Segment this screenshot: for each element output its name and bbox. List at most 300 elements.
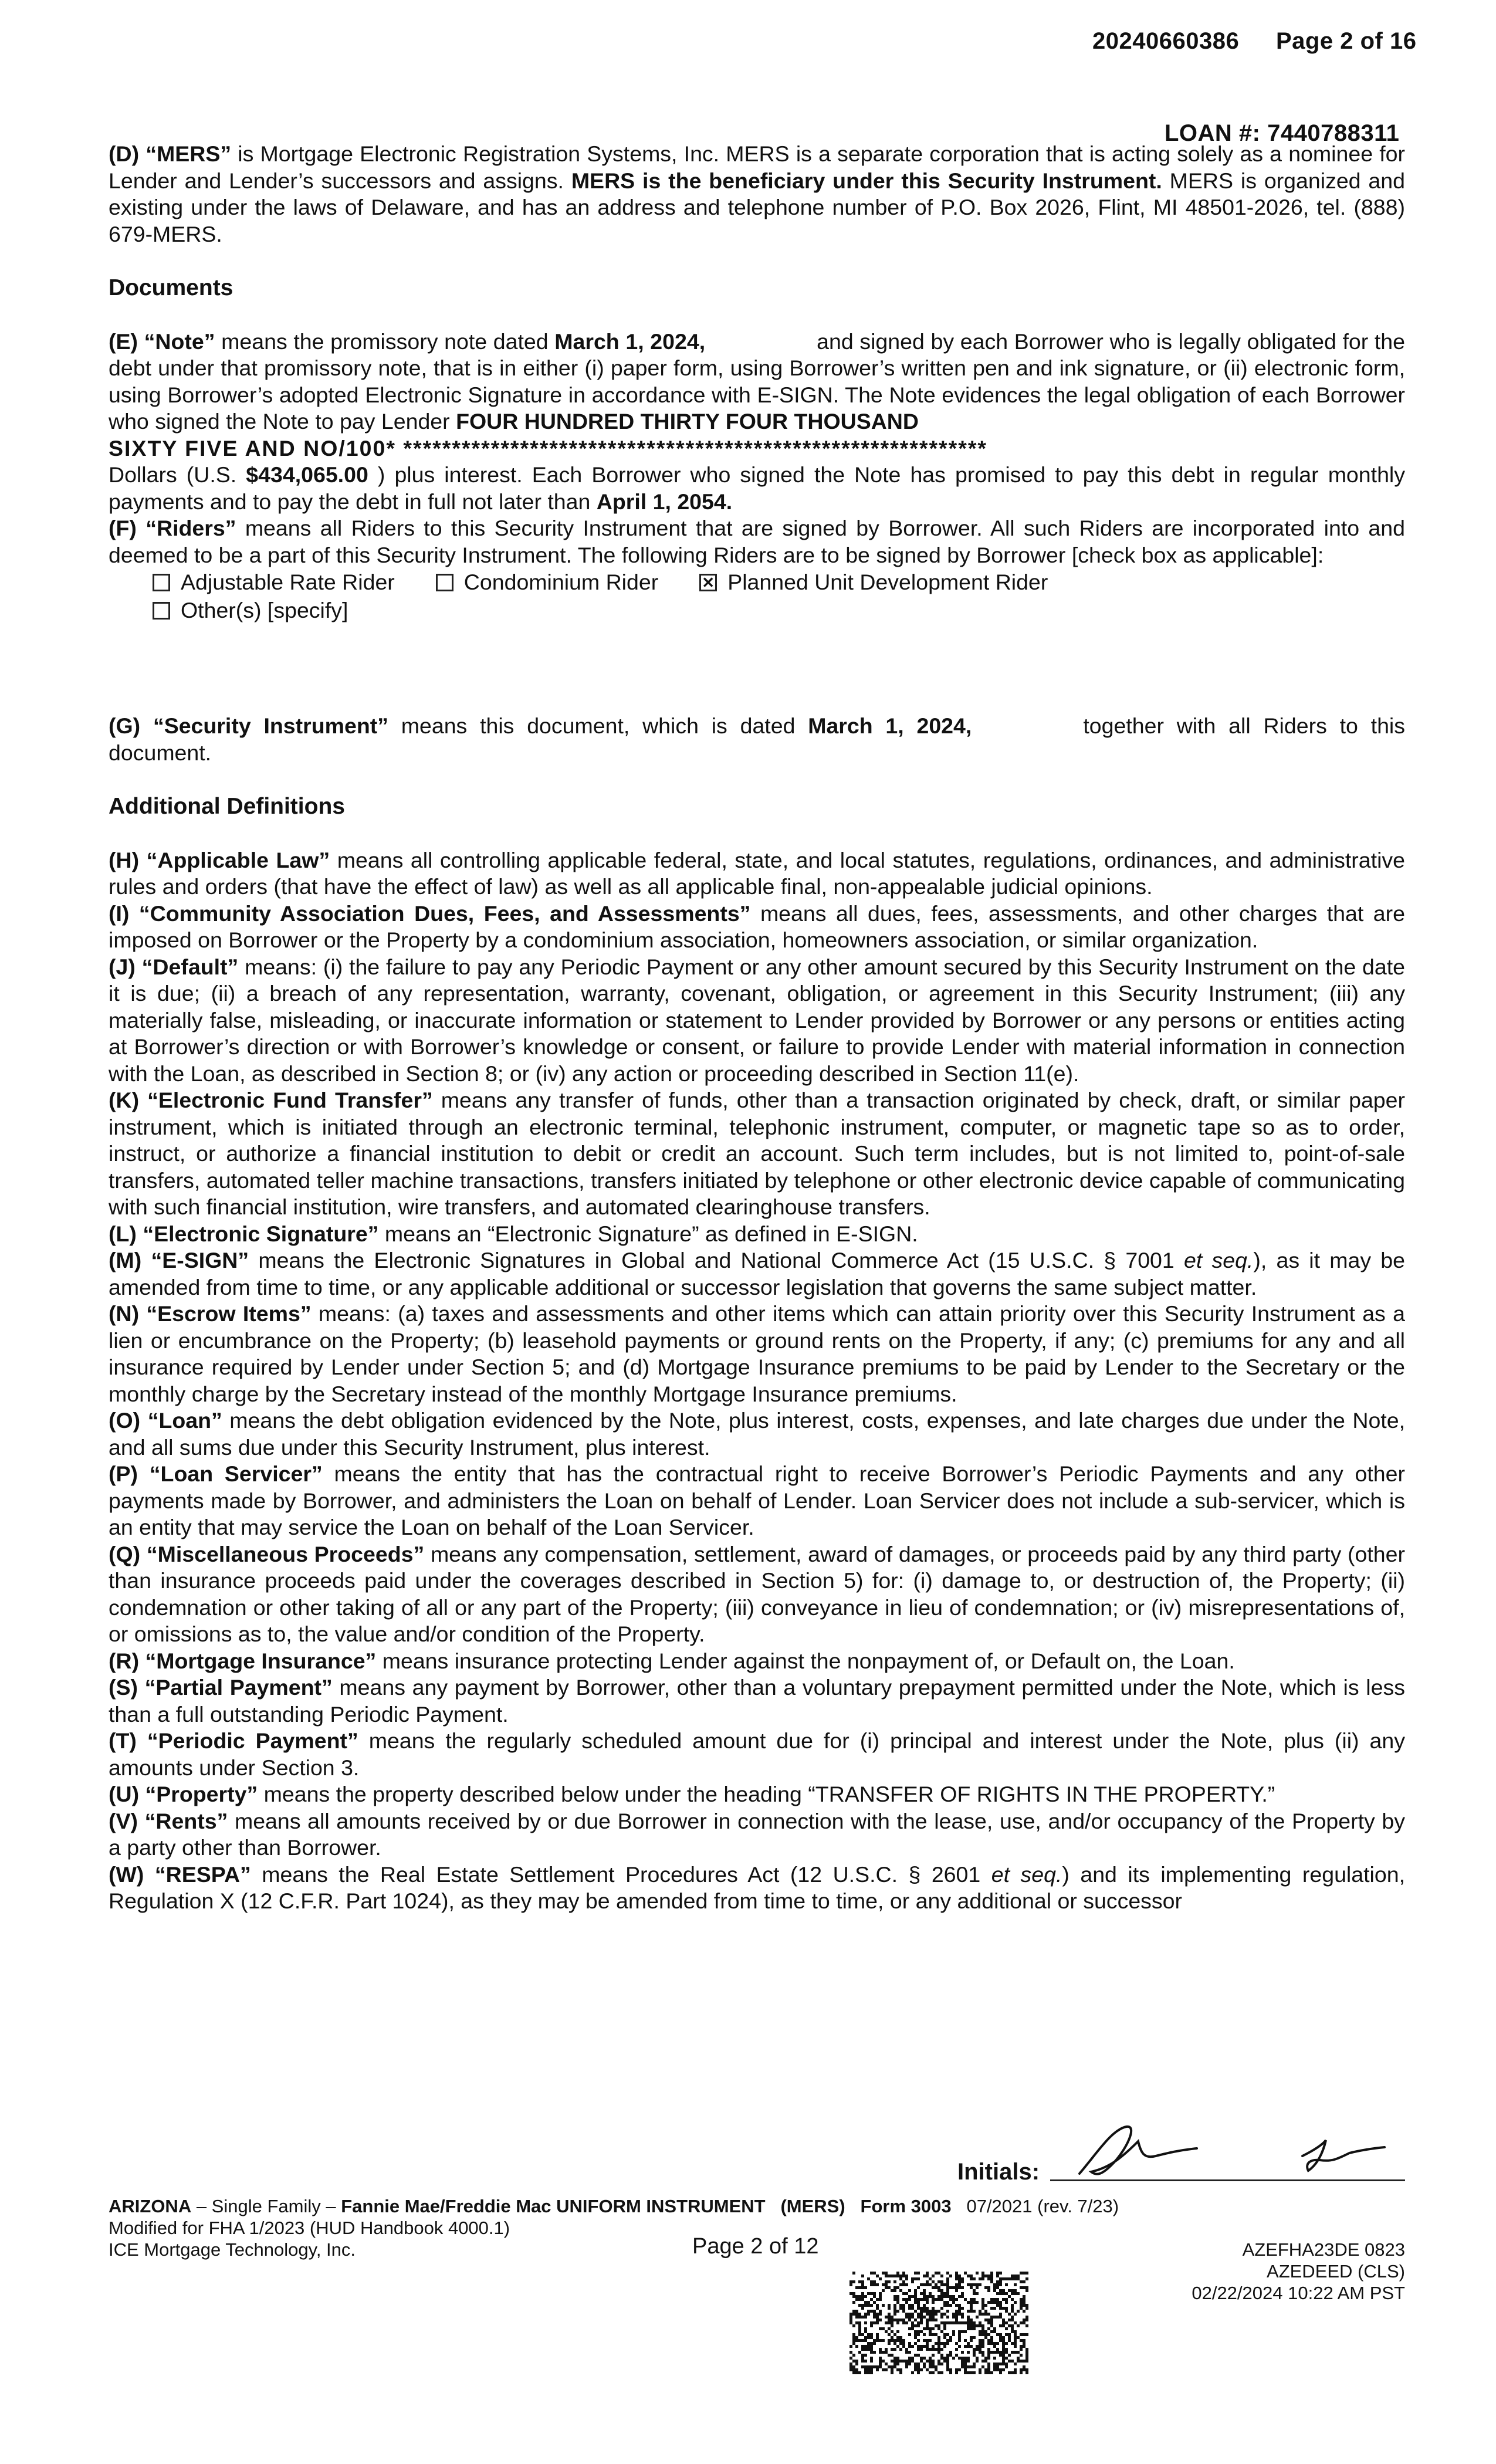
- barcode-module: [923, 2307, 926, 2310]
- barcode-module: [943, 2342, 946, 2345]
- barcode-module: [870, 2351, 873, 2354]
- barcode-module: [1002, 2298, 1005, 2301]
- barcode-module: [955, 2342, 958, 2345]
- barcode-module: [943, 2336, 946, 2339]
- barcode-module: [864, 2304, 867, 2307]
- barcode-module: [917, 2354, 920, 2357]
- barcode-module: [955, 2275, 958, 2277]
- rider-condominium[interactable]: [436, 569, 658, 596]
- barcode-module: [852, 2301, 855, 2304]
- barcode-module: [987, 2275, 990, 2277]
- barcode-module: [861, 2304, 864, 2307]
- barcode-module: [885, 2348, 888, 2351]
- barcode-module: [858, 2333, 861, 2336]
- barcode-module: [867, 2310, 870, 2313]
- barcode-module: [996, 2283, 999, 2286]
- barcode-module: [981, 2354, 984, 2357]
- barcode-module: [888, 2321, 891, 2324]
- barcode-module: [896, 2368, 899, 2371]
- barcode-module: [970, 2321, 973, 2324]
- barcode-module: [873, 2316, 876, 2319]
- barcode-module: [852, 2333, 855, 2336]
- barcode-module: [896, 2321, 899, 2324]
- barcode-module: [976, 2301, 979, 2304]
- barcode-module: [949, 2371, 952, 2374]
- barcode-module: [1023, 2360, 1025, 2363]
- barcode-module: [970, 2345, 973, 2348]
- barcode-module: [917, 2371, 920, 2374]
- barcode-module: [861, 2292, 864, 2295]
- checkbox[interactable]: [436, 574, 453, 591]
- barcode-module: [1005, 2283, 1008, 2286]
- barcode-module: [967, 2327, 970, 2330]
- barcode-module: [885, 2321, 888, 2324]
- barcode-module: [961, 2292, 964, 2295]
- barcode-module: [929, 2319, 932, 2321]
- rider-label: Other(s) [specify]: [181, 598, 348, 623]
- barcode-module: [852, 2339, 855, 2342]
- barcode-module: [1005, 2351, 1008, 2354]
- barcode-module: [993, 2330, 996, 2333]
- barcode-module: [914, 2292, 917, 2295]
- barcode-module: [1005, 2357, 1008, 2360]
- barcode-module: [946, 2289, 949, 2292]
- barcode-module: [914, 2301, 917, 2304]
- barcode-module: [917, 2345, 920, 2348]
- barcode-module: [961, 2313, 964, 2316]
- form-desc: – Single Family –: [191, 2196, 341, 2216]
- barcode-module: [935, 2324, 937, 2327]
- barcode-module: [946, 2277, 949, 2280]
- barcode-module: [996, 2351, 999, 2354]
- term: “MERS”: [145, 141, 232, 166]
- loan-label: LOAN #:: [1165, 120, 1261, 146]
- checkbox[interactable]: [153, 602, 170, 620]
- barcode-module: [1023, 2333, 1025, 2336]
- barcode-module: [891, 2321, 893, 2324]
- barcode-module: [979, 2345, 981, 2348]
- barcode-module: [979, 2310, 981, 2313]
- barcode-module: [1002, 2345, 1005, 2348]
- text: means any transfer of funds, other than a transaction originated by check, draft, or similar paper instrument, which is initiated through an electronic terminal, telephonic instrument, computer, or magnetic tape so as to order, instruct, or authorize a financial institution to debit or credit an account. Such term includes, but is not limited to, point-of-sale transfers, automated teller machine transactions, transfers initiated by telephone or other electronic device capable of communicating with such financial institution, wire transfers, and automated clearinghouse transfers.: [109, 1088, 1405, 1219]
- barcode-module: [1014, 2371, 1017, 2374]
- barcode-module: [990, 2275, 993, 2277]
- barcode-module: [970, 2283, 973, 2286]
- barcode-module: [908, 2327, 911, 2330]
- barcode-module: [946, 2368, 949, 2371]
- barcode-module: [996, 2304, 999, 2307]
- barcode-module: [858, 2339, 861, 2342]
- barcode-module: [870, 2304, 873, 2307]
- barcode-module: [984, 2360, 987, 2363]
- barcode-module: [1011, 2289, 1014, 2292]
- barcode-module: [932, 2360, 935, 2363]
- barcode-module: [902, 2292, 905, 2295]
- bold-text: MERS is the beneficiary under this Security Instrument.: [571, 168, 1162, 193]
- label: (W): [109, 1861, 144, 1887]
- barcode-module: [899, 2336, 902, 2339]
- barcode-module: [920, 2345, 923, 2348]
- barcode-module: [891, 2354, 893, 2357]
- barcode-module: [993, 2289, 996, 2292]
- barcode-module: [987, 2339, 990, 2342]
- label: (T): [109, 1728, 137, 1753]
- barcode-module: [946, 2280, 949, 2283]
- rider-planned-unit-development[interactable]: [699, 569, 1048, 596]
- barcode-module: [861, 2333, 864, 2336]
- barcode-module: [905, 2365, 908, 2368]
- barcode-module: [949, 2304, 952, 2307]
- barcode-module: [937, 2360, 940, 2363]
- barcode-module: [1008, 2289, 1011, 2292]
- barcode-module: [958, 2307, 961, 2310]
- barcode-module: [1017, 2310, 1020, 2313]
- barcode-module: [902, 2275, 905, 2277]
- barcode-module: [999, 2333, 1002, 2336]
- barcode-module: [1025, 2351, 1028, 2354]
- barcode-module: [996, 2298, 999, 2301]
- barcode-module: [937, 2295, 940, 2298]
- text: means the regularly scheduled amount due for (i) principal and interest under the Note, plus (ii) any amounts under Section 3.: [109, 1728, 1405, 1780]
- barcode-module: [964, 2298, 967, 2301]
- barcode-module: [914, 2289, 917, 2292]
- barcode-module: [981, 2345, 984, 2348]
- barcode-module: [1017, 2357, 1020, 2360]
- barcode-module: [990, 2351, 993, 2354]
- barcode-module: [940, 2292, 943, 2295]
- barcode-module: [926, 2301, 929, 2304]
- barcode-module: [1011, 2275, 1014, 2277]
- barcode-module: [870, 2280, 873, 2283]
- barcode-module: [984, 2313, 987, 2316]
- barcode-module: [996, 2301, 999, 2304]
- barcode-module: [1014, 2336, 1017, 2339]
- barcode-module: [987, 2351, 990, 2354]
- text: is Mortgage Electronic Registration Systems, Inc. MERS is a separate corporation that is acting solely as a nominee for Lender and Lender’s successors and assigns.: [109, 141, 1405, 193]
- barcode-module: [849, 2292, 852, 2295]
- barcode-module: [990, 2330, 993, 2333]
- barcode-module: [979, 2339, 981, 2342]
- barcode-module: [873, 2321, 876, 2324]
- barcode-module: [896, 2286, 899, 2289]
- barcode-module: [849, 2316, 852, 2319]
- barcode-module: [1014, 2275, 1017, 2277]
- barcode-module: [946, 2283, 949, 2286]
- barcode-module: [929, 2365, 932, 2368]
- rider-adjustable-rate[interactable]: [153, 569, 395, 596]
- barcode-module: [981, 2301, 984, 2304]
- barcode-module: [867, 2345, 870, 2348]
- barcode-module: [990, 2324, 993, 2327]
- barcode-module: [1023, 2301, 1025, 2304]
- barcode-module: [973, 2289, 976, 2292]
- barcode-module: [923, 2298, 926, 2301]
- barcode-module: [923, 2295, 926, 2298]
- barcode-module: [1011, 2324, 1014, 2327]
- barcode-module: [981, 2307, 984, 2310]
- barcode-module: [1014, 2368, 1017, 2371]
- barcode-module: [932, 2307, 935, 2310]
- barcode-module: [976, 2324, 979, 2327]
- barcode-module: [849, 2283, 852, 2286]
- term: “Default”: [141, 954, 239, 979]
- barcode-module: [929, 2357, 932, 2360]
- barcode-module: [864, 2354, 867, 2357]
- barcode-module: [955, 2272, 958, 2275]
- barcode-module: [902, 2310, 905, 2313]
- barcode-module: [937, 2371, 940, 2374]
- barcode-module: [993, 2342, 996, 2345]
- barcode-module: [958, 2321, 961, 2324]
- barcode-module: [943, 2333, 946, 2336]
- barcode-module: [1005, 2277, 1008, 2280]
- barcode-module: [993, 2283, 996, 2286]
- label: (P): [109, 1461, 138, 1486]
- barcode-module: [879, 2295, 882, 2298]
- barcode-module: [1005, 2321, 1008, 2324]
- barcode-module: [996, 2368, 999, 2371]
- barcode-module: [937, 2272, 940, 2275]
- barcode-module: [911, 2371, 914, 2374]
- barcode-module: [940, 2283, 943, 2286]
- rider-label: Adjustable Rate Rider: [181, 570, 395, 595]
- barcode-module: [1025, 2360, 1028, 2363]
- barcode-module: [993, 2345, 996, 2348]
- barcode-module: [855, 2345, 858, 2348]
- barcode-module: [926, 2345, 929, 2348]
- barcode-module: [1017, 2275, 1020, 2277]
- barcode-module: [979, 2277, 981, 2280]
- barcode-module: [932, 2313, 935, 2316]
- barcode-module: [955, 2304, 958, 2307]
- barcode-module: [999, 2272, 1002, 2275]
- barcode-module: [923, 2327, 926, 2330]
- barcode-module: [961, 2330, 964, 2333]
- barcode-module: [1014, 2333, 1017, 2336]
- barcode-module: [888, 2339, 891, 2342]
- barcode-module: [987, 2286, 990, 2289]
- barcode-module: [984, 2368, 987, 2371]
- barcode-module: [858, 2351, 861, 2354]
- barcode-module: [852, 2324, 855, 2327]
- barcode-module: [920, 2316, 923, 2319]
- barcode-module: [976, 2316, 979, 2319]
- barcode-module: [926, 2272, 929, 2275]
- barcode-module: [973, 2298, 976, 2301]
- barcode-module: [1011, 2327, 1014, 2330]
- barcode-module: [885, 2368, 888, 2371]
- barcode-module: [905, 2292, 908, 2295]
- barcode-module: [999, 2351, 1002, 2354]
- barcode-module: [1020, 2304, 1023, 2307]
- barcode-module: [949, 2336, 952, 2339]
- barcode-module: [958, 2275, 961, 2277]
- barcode-module: [852, 2310, 855, 2313]
- barcode-module: [1011, 2304, 1014, 2307]
- barcode-module: [861, 2298, 864, 2301]
- barcode-module: [849, 2319, 852, 2321]
- print-timestamp: 02/22/2024 10:22 AM PST: [1192, 2283, 1405, 2303]
- barcode-module: [867, 2333, 870, 2336]
- barcode-module: [932, 2348, 935, 2351]
- barcode-module: [855, 2310, 858, 2313]
- barcode-module: [955, 2319, 958, 2321]
- text: means an “Electronic Signature” as defined in E-SIGN.: [378, 1221, 918, 1246]
- checkbox-checked[interactable]: ✕: [699, 574, 717, 591]
- barcode-module: [858, 2324, 861, 2327]
- barcode-module: [999, 2354, 1002, 2357]
- text: means the property described below under the heading “TRANSFER OF RIGHTS IN THE PROPERTY.”: [258, 1782, 1275, 1806]
- barcode-module: [955, 2354, 958, 2357]
- barcode-module: [1011, 2342, 1014, 2345]
- barcode-module: [987, 2327, 990, 2330]
- barcode-module: [932, 2363, 935, 2365]
- barcode-module: [917, 2365, 920, 2368]
- barcode-module: [955, 2283, 958, 2286]
- term: “Miscellaneous Proceeds”: [146, 1541, 425, 1566]
- barcode-module: [873, 2283, 876, 2286]
- barcode-module: [949, 2339, 952, 2342]
- barcode-module: [949, 2298, 952, 2301]
- barcode-module: [861, 2365, 864, 2368]
- barcode-module: [993, 2327, 996, 2330]
- barcode-module: [990, 2280, 993, 2283]
- barcode-module: [864, 2336, 867, 2339]
- barcode-module: [940, 2342, 943, 2345]
- barcode-module: [849, 2351, 852, 2354]
- barcode-module: [937, 2342, 940, 2345]
- barcode-module: [984, 2330, 987, 2333]
- barcode-module: [955, 2368, 958, 2371]
- barcode-module: [940, 2295, 943, 2298]
- text: means all controlling applicable federal, state, and local statutes, regulations, ordinances, and administrative rules and orders (that have the effect of law) as well as all applicable final, non-appealable judicial opinions.: [109, 847, 1406, 899]
- barcode-module: [867, 2348, 870, 2351]
- barcode-module: [902, 2339, 905, 2342]
- term: “Community Association Dues, Fees, and Assessments”: [138, 901, 751, 926]
- barcode-module: [932, 2333, 935, 2336]
- form-identifier: [109, 2195, 1119, 2217]
- barcode-module: [1023, 2298, 1025, 2301]
- barcode-module: [891, 2365, 893, 2368]
- barcode-module: [1014, 2345, 1017, 2348]
- barcode-module: [1008, 2339, 1011, 2342]
- barcode-module: [981, 2304, 984, 2307]
- barcode-module: [937, 2339, 940, 2342]
- barcode-module: [905, 2277, 908, 2280]
- barcode-module: [896, 2319, 899, 2321]
- barcode-module: [973, 2301, 976, 2304]
- barcode-module: [946, 2333, 949, 2336]
- barcode-module: [996, 2316, 999, 2319]
- barcode-module: [946, 2295, 949, 2298]
- barcode-module: [1002, 2351, 1005, 2354]
- barcode-module: [964, 2363, 967, 2365]
- barcode-module: [852, 2342, 855, 2345]
- checkbox[interactable]: [153, 574, 170, 591]
- barcode-module: [864, 2348, 867, 2351]
- barcode-module: [893, 2365, 896, 2368]
- barcode-module: [852, 2280, 855, 2283]
- barcode-module: [949, 2321, 952, 2324]
- barcode-module: [990, 2277, 993, 2280]
- barcode-module: [876, 2313, 879, 2316]
- barcode-module: [917, 2313, 920, 2316]
- label: (Q): [109, 1541, 141, 1566]
- barcode-module: [952, 2321, 955, 2324]
- barcode-module: [882, 2272, 885, 2275]
- instrument-date: March 1, 2024,: [808, 713, 972, 738]
- barcode-module: [917, 2307, 920, 2310]
- barcode-module: [893, 2313, 896, 2316]
- text: means insurance protecting Lender against the nonpayment of, or Default on, the Loan.: [376, 1648, 1235, 1673]
- term: “Note”: [144, 329, 215, 354]
- barcode-module: [981, 2360, 984, 2363]
- barcode-module: [967, 2321, 970, 2324]
- rider-other[interactable]: [153, 597, 348, 624]
- barcode-module: [902, 2298, 905, 2301]
- italic-text: et seq.: [991, 1861, 1062, 1887]
- barcode-module: [926, 2327, 929, 2330]
- barcode-module: [917, 2277, 920, 2280]
- barcode-module: [917, 2304, 920, 2307]
- barcode-module: [958, 2277, 961, 2280]
- barcode-module: [1025, 2277, 1028, 2280]
- signature-stroke-2: [1302, 2140, 1385, 2171]
- state: ARIZONA: [109, 2196, 192, 2216]
- barcode-module: [914, 2336, 917, 2339]
- label: (V): [109, 1808, 138, 1833]
- barcode-module: [979, 2351, 981, 2354]
- barcode-module: [891, 2316, 893, 2319]
- barcode-module: [908, 2313, 911, 2316]
- barcode-module: [920, 2360, 923, 2363]
- initials-label: Initials:: [957, 2159, 1040, 2185]
- barcode-module: [973, 2283, 976, 2286]
- barcode-module: [958, 2336, 961, 2339]
- barcode-module: [858, 2304, 861, 2307]
- barcode-module: [929, 2292, 932, 2295]
- barcode-module: [858, 2286, 861, 2289]
- barcode-module: [967, 2283, 970, 2286]
- barcode-module: [917, 2316, 920, 2319]
- barcode-module: [979, 2371, 981, 2374]
- barcode-module: [935, 2272, 937, 2275]
- barcode-module: [911, 2345, 914, 2348]
- barcode-module: [946, 2339, 949, 2342]
- barcode-module: [984, 2286, 987, 2289]
- barcode-module: [973, 2363, 976, 2365]
- barcode-module: [926, 2283, 929, 2286]
- barcode-module: [885, 2283, 888, 2286]
- barcode-module: [899, 2342, 902, 2345]
- barcode-module: [987, 2368, 990, 2371]
- text: means: (i) the failure to pay any Periodic Payment or any other amount secured by this Security Instrument on the date it is due; (ii) a breach of any representation, warranty, covenant, obligation, or agreement in this Security Instrument; (iii) any materially false, misleading, or inaccurate information or statement to Lender provided by Borrower or any persons or entities acting at Borrower’s direction or with Borrower’s knowledge or consent, or failure to provide Lender with material information in connection with the Loan, as described in Section 8; or (iv) any action or proceeding described in Section 11(e).: [109, 954, 1405, 1086]
- barcode-module: [967, 2357, 970, 2360]
- barcode-module: [973, 2292, 976, 2295]
- barcode-module: [855, 2368, 858, 2371]
- barcode-module: [1002, 2336, 1005, 2339]
- barcode-module: [920, 2298, 923, 2301]
- barcode-module: [849, 2368, 852, 2371]
- barcode-module: [873, 2295, 876, 2298]
- barcode-module: [937, 2336, 940, 2339]
- barcode-module: [961, 2360, 964, 2363]
- barcode-module: [852, 2292, 855, 2295]
- barcode-module: [908, 2298, 911, 2301]
- barcode-module: [888, 2327, 891, 2330]
- barcode-module: [996, 2280, 999, 2283]
- barcode-module: [896, 2360, 899, 2363]
